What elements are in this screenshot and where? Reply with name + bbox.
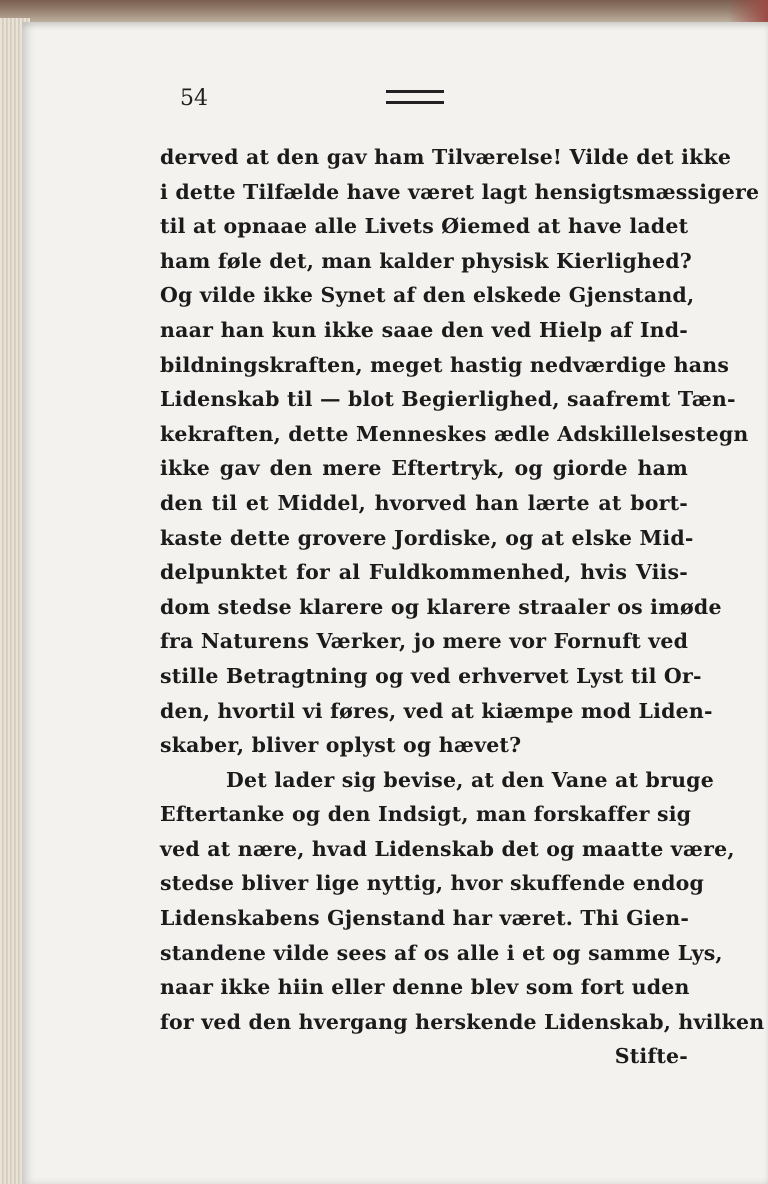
- text-line: derved at den gav ham Tilværelse! Vilde det ikke: [160, 145, 732, 169]
- text-line: standene vilde sees af os alle i et og samme Lys,: [160, 940, 723, 965]
- page-number: 54: [180, 86, 208, 111]
- header-double-rule: [386, 90, 444, 104]
- text-line: bildningskraften, meget hastig nedværdige hans: [160, 352, 730, 377]
- text-line: Lidenskabens Gjenstand har været. Thi Gien-: [160, 906, 690, 931]
- text-line: Eftertanke og den Indsigt, man forskaffer sig: [160, 802, 692, 827]
- text-line: naar han kun ikke saae den ved Hielp af Ind-: [160, 317, 688, 342]
- text-line: ikke gav den mere Eftertryk, og giorde ham: [160, 456, 688, 481]
- text-line: kekraften, dette Menneskes ædle Adskillelsestegn: [160, 421, 749, 446]
- body-text: [160, 140, 765, 1074]
- text-line: i dette Tilfælde have været lagt hensigtsmæssigere: [160, 179, 760, 204]
- text-line: skaber, bliver oplyst og hævet?: [160, 733, 522, 758]
- catchword: Stifte-: [614, 1044, 688, 1069]
- text-line: kaste dette grovere Jordiske, og at elske Mid-: [160, 525, 694, 550]
- text-line: den til et Middel, hvorved han lærte at bort-: [160, 490, 688, 515]
- rule-line: [386, 90, 444, 93]
- text-line: fra Naturens Værker, jo mere vor Fornuft ved: [160, 629, 689, 654]
- text-line-paragraph-start: Det lader sig bevise, at den Vane at bruge: [226, 767, 714, 792]
- text-line: dom stedse klarere og klarere straaler os imøde: [160, 594, 722, 619]
- text-line: til at opnaae alle Livets Øiemed at have ladet: [160, 214, 689, 239]
- text-line: Og vilde ikke Synet af den elskede Gjenstand,: [160, 283, 695, 308]
- rule-line: [386, 101, 444, 104]
- text-line: naar ikke hiin eller denne blev som fort uden: [160, 975, 690, 1000]
- text-line: ham føle det, man kalder physisk Kierlighed?: [160, 248, 693, 273]
- text-line: for ved den hvergang herskende Lidenskab, hvilken: [160, 1009, 765, 1034]
- text-line: stille Betragtning og ved erhvervet Lyst til Or-: [160, 663, 702, 688]
- text-line: ved at nære, hvad Lidenskab det og maatte være,: [160, 836, 735, 861]
- text-line: delpunktet for al Fuldkommenhed, hvis Viis-: [160, 560, 688, 585]
- text-line: Lidenskab til — blot Begierlighed, saafremt Tæn-: [160, 387, 736, 412]
- text-line: stedse bliver lige nyttig, hvor skuffende endog: [160, 871, 705, 896]
- text-line: den, hvortil vi føres, ved at kiæmpe mod Liden-: [160, 698, 713, 723]
